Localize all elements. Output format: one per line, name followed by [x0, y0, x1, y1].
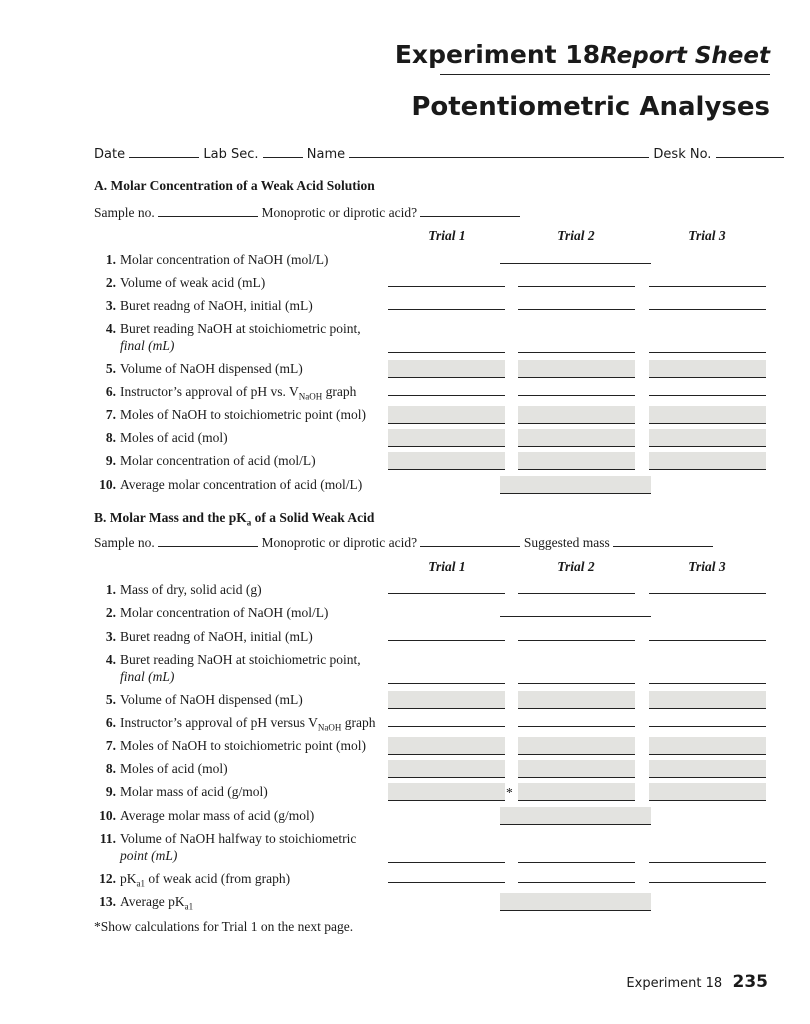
row-text-line2: point (mL) — [120, 848, 178, 863]
row-number: 3. — [105, 298, 116, 313]
row-number: 8. — [105, 430, 116, 445]
row-number: 1. — [105, 252, 116, 267]
page-title: Potentiometric Analyses — [411, 92, 770, 122]
section-a-row-5-trial-3-input[interactable] — [649, 360, 766, 378]
desk-no-field[interactable] — [716, 145, 784, 158]
section-a-row-9-trial-3-input[interactable] — [649, 452, 766, 470]
section-a-row-9-trial-1-input[interactable] — [388, 452, 505, 470]
section-b-row-3-trial-3-input[interactable] — [649, 640, 766, 641]
monoprotic-field-b[interactable] — [420, 534, 520, 547]
section-a-row-5-trial-2-input[interactable] — [518, 360, 635, 378]
section-b-row-5-trial-1-input[interactable] — [388, 691, 505, 709]
section-b-row-8-trial-2-input[interactable] — [518, 760, 635, 778]
section-b-row-6-trial-2-input[interactable] — [518, 726, 635, 727]
section-b-row-13-input[interactable] — [500, 893, 651, 911]
row-text-line2: final (mL) — [120, 338, 175, 353]
sample-no-label-b: Sample no. — [94, 535, 155, 550]
section-b-title-text: B. Molar Mass and the pK — [94, 510, 247, 525]
row-number: 4. — [105, 652, 116, 667]
section-b-row-1-trial-1-input[interactable] — [388, 593, 505, 594]
section-b-row-6-trial-3-input[interactable] — [649, 726, 766, 727]
row-number: 10. — [99, 808, 116, 823]
section-b-trial-1-header: Trial 1 — [428, 559, 466, 574]
section-a-sample-line — [94, 204, 520, 221]
row-number: 10. — [99, 477, 116, 492]
date-label: Date — [94, 147, 126, 162]
section-a-row-10-input[interactable] — [500, 476, 651, 494]
section-a-row-5-trial-1-input[interactable] — [388, 360, 505, 378]
section-a-row-2-trial-2-input[interactable] — [518, 286, 635, 287]
page-number: 235 — [732, 972, 768, 992]
suggested-mass-label: Suggested mass — [523, 535, 610, 550]
section-a-row-6-trial-3-input[interactable] — [649, 395, 766, 396]
experiment-number: 18 — [565, 40, 601, 69]
monoprotic-label-b: Monoprotic or diprotic acid? — [261, 535, 418, 550]
row-text: Average molar mass of acid (g/mol) — [120, 808, 315, 823]
section-a-row-2-trial-1-input[interactable] — [388, 286, 505, 287]
section-b-row-4-trial-2-input[interactable] — [518, 683, 635, 684]
monoprotic-field[interactable] — [420, 204, 520, 217]
row-text: Volume of NaOH halfway to stoichiometric point (mL) — [120, 831, 357, 863]
footer-label: Experiment 18 — [626, 976, 723, 991]
section-a-row-2-trial-3-input[interactable] — [649, 286, 766, 287]
section-b-row-5-trial-2-input[interactable] — [518, 691, 635, 709]
row-subscript: NaOH — [317, 722, 342, 733]
section-b-row-8-trial-3-input[interactable] — [649, 760, 766, 778]
section-a-row-3-trial-1-input[interactable] — [388, 309, 505, 310]
suggested-mass-field[interactable] — [613, 534, 713, 547]
section-b-row-8-trial-1-input[interactable] — [388, 760, 505, 778]
section-a-row-7-trial-3-input[interactable] — [649, 406, 766, 424]
row-text: Volume of weak acid (mL) — [120, 275, 266, 290]
section-a-row-3-trial-2-input[interactable] — [518, 309, 635, 310]
row-text: Volume of NaOH dispensed (mL) — [120, 692, 303, 707]
row-text: Moles of acid (mol) — [120, 761, 228, 776]
asterisk-mark: * — [506, 785, 513, 800]
section-a-trial-3-header: Trial 3 — [688, 228, 726, 243]
row-text: Buret readng of NaOH, initial (mL) — [120, 298, 313, 313]
row-number: 6. — [105, 715, 116, 730]
row-text: Average molar concentration of acid (mol/L) — [120, 477, 363, 492]
lab-sec-label: Lab Sec. — [203, 147, 259, 162]
row-text: Average $pK_{a1}$ — [120, 894, 194, 912]
section-a-row-7-trial-1-input[interactable] — [388, 406, 505, 424]
section-a-trial-1-header: Trial 1 — [428, 228, 466, 243]
row-text: Moles of NaOH to stoichiometric point (mol) — [120, 738, 366, 753]
section-b-row-9-trial-2-input[interactable] — [518, 783, 635, 801]
section-b-row-6-trial-1-input[interactable] — [388, 726, 505, 727]
row-number: 5. — [105, 361, 116, 376]
section-b-row-12-trial-2-input[interactable] — [518, 882, 635, 883]
info-line — [94, 145, 784, 162]
section-b-title — [94, 510, 374, 528]
row-text: Instructor’s approval of pH versus $V_{NaOH}$ graph — [120, 715, 376, 733]
sample-no-field[interactable] — [158, 204, 258, 217]
section-a-row-1-input[interactable] — [500, 263, 651, 264]
section-b-trial-3-header: Trial 3 — [688, 559, 726, 574]
section-b-row-12-trial-1-input[interactable] — [388, 882, 505, 883]
row-number: 3. — [105, 629, 116, 644]
name-label: Name — [306, 147, 346, 162]
section-b-row-4-trial-3-input[interactable] — [649, 683, 766, 684]
row-number: 11. — [99, 831, 116, 846]
section-b-row-1-trial-3-input[interactable] — [649, 593, 766, 594]
section-b-row-3-trial-1-input[interactable] — [388, 640, 505, 641]
name-field[interactable] — [349, 145, 649, 158]
section-b-row-1-trial-2-input[interactable] — [518, 593, 635, 594]
section-b-row-12-trial-3-input[interactable] — [649, 882, 766, 883]
row-number: 7. — [105, 738, 116, 753]
section-a-row-8-trial-1-input[interactable] — [388, 429, 505, 447]
section-b-row-11-trial-1-input[interactable] — [388, 862, 505, 863]
row-subscript: a1 — [136, 878, 145, 889]
row-text: Molar concentration of NaOH (mol/L) — [120, 605, 329, 620]
row-text: Molar concentration of NaOH (mol/L) — [120, 252, 329, 267]
sample-no-label: Sample no. — [94, 205, 155, 220]
row-number: 12. — [99, 871, 116, 886]
section-b-row-9-trial-1-input[interactable] — [388, 783, 505, 801]
section-b-title-after: of a Solid Weak Acid — [251, 510, 375, 525]
row-number: 5. — [105, 692, 116, 707]
lab-sec-field[interactable] — [263, 145, 303, 158]
section-b-row-4-trial-1-input[interactable] — [388, 683, 505, 684]
date-field[interactable] — [129, 145, 199, 158]
section-b-row-5-trial-3-input[interactable] — [649, 691, 766, 709]
row-number: 8. — [105, 761, 116, 776]
row-number: 2. — [105, 605, 116, 620]
row-text: Molar concentration of acid (mol/L) — [120, 453, 316, 468]
report-sheet-label: Report Sheet — [600, 43, 770, 69]
section-b-row-7-trial-3-input[interactable] — [649, 737, 766, 755]
row-text: Moles of acid (mol) — [120, 430, 228, 445]
section-b-row-9-trial-3-input[interactable] — [649, 783, 766, 801]
row-text: Buret reading NaOH at stoichiometric point, final (mL) — [120, 652, 361, 684]
row-number: 9. — [105, 784, 116, 799]
row-number: 7. — [105, 407, 116, 422]
report-title — [395, 40, 770, 69]
row-subscript: a1 — [184, 901, 194, 912]
experiment-label: Experiment — [394, 40, 557, 69]
sample-no-field-b[interactable] — [158, 534, 258, 547]
section-b-row-7-trial-1-input[interactable] — [388, 737, 505, 755]
section-a-row-8-trial-3-input[interactable] — [649, 429, 766, 447]
section-b-trial-2-header: Trial 2 — [557, 559, 595, 574]
section-a-row-6-trial-1-input[interactable] — [388, 395, 505, 396]
row-text-line2: final (mL) — [120, 669, 175, 684]
section-a-row-7-trial-2-input[interactable] — [518, 406, 635, 424]
row-number: 4. — [105, 321, 116, 336]
section-b-row-2-input[interactable] — [500, 616, 651, 617]
row-number: 9. — [105, 453, 116, 468]
row-text: Moles of NaOH to stoichiometric point (mol) — [120, 407, 366, 422]
section-b-row-11-trial-2-input[interactable] — [518, 862, 635, 863]
monoprotic-label: Monoprotic or diprotic acid? — [261, 205, 418, 220]
section-b-row-7-trial-2-input[interactable] — [518, 737, 635, 755]
row-text: Molar mass of acid (g/mol) — [120, 784, 268, 799]
section-b-title-sub: a — [246, 517, 252, 528]
section-a-row-9-trial-2-input[interactable] — [518, 452, 635, 470]
section-a-title: A. Molar Concentration of a Weak Acid Solution — [94, 178, 375, 193]
section-a-row-4-trial-2-input[interactable] — [518, 352, 635, 353]
row-text: Buret readng of NaOH, initial (mL) — [120, 629, 313, 644]
row-text: Instructor’s approval of pH vs. $V_{NaOH}$ graph — [120, 384, 357, 402]
section-b-row-11-trial-3-input[interactable] — [649, 862, 766, 863]
desk-no-label: Desk No. — [653, 147, 712, 162]
row-number: 1. — [105, 582, 116, 597]
section-a-row-3-trial-3-input[interactable] — [649, 309, 766, 310]
section-b-row-10-input[interactable] — [500, 807, 651, 825]
section-a-row-4-trial-1-input[interactable] — [388, 352, 505, 353]
page-footer — [626, 972, 768, 992]
section-a-row-6-trial-2-input[interactable] — [518, 395, 635, 396]
section-b-sample-line — [94, 534, 713, 551]
footnote: *Show calculations for Trial 1 on the next page. — [94, 919, 354, 934]
row-text: Volume of NaOH dispensed (mL) — [120, 361, 303, 376]
row-text: Buret reading NaOH at stoichiometric point, final (mL) — [120, 321, 361, 353]
section-a-trial-2-header: Trial 2 — [557, 228, 595, 243]
row-number: 13. — [99, 894, 116, 909]
row-number: 2. — [105, 275, 116, 290]
row-subscript: NaOH — [298, 391, 323, 402]
row-number: 6. — [105, 384, 116, 399]
header-divider — [440, 74, 770, 75]
row-text: Mass of dry, solid acid (g) — [120, 582, 262, 597]
row-text: $pK_{a1}$ of weak acid (from graph) — [120, 871, 291, 889]
section-a-row-8-trial-2-input[interactable] — [518, 429, 635, 447]
section-a-row-4-trial-3-input[interactable] — [649, 352, 766, 353]
section-b-row-3-trial-2-input[interactable] — [518, 640, 635, 641]
